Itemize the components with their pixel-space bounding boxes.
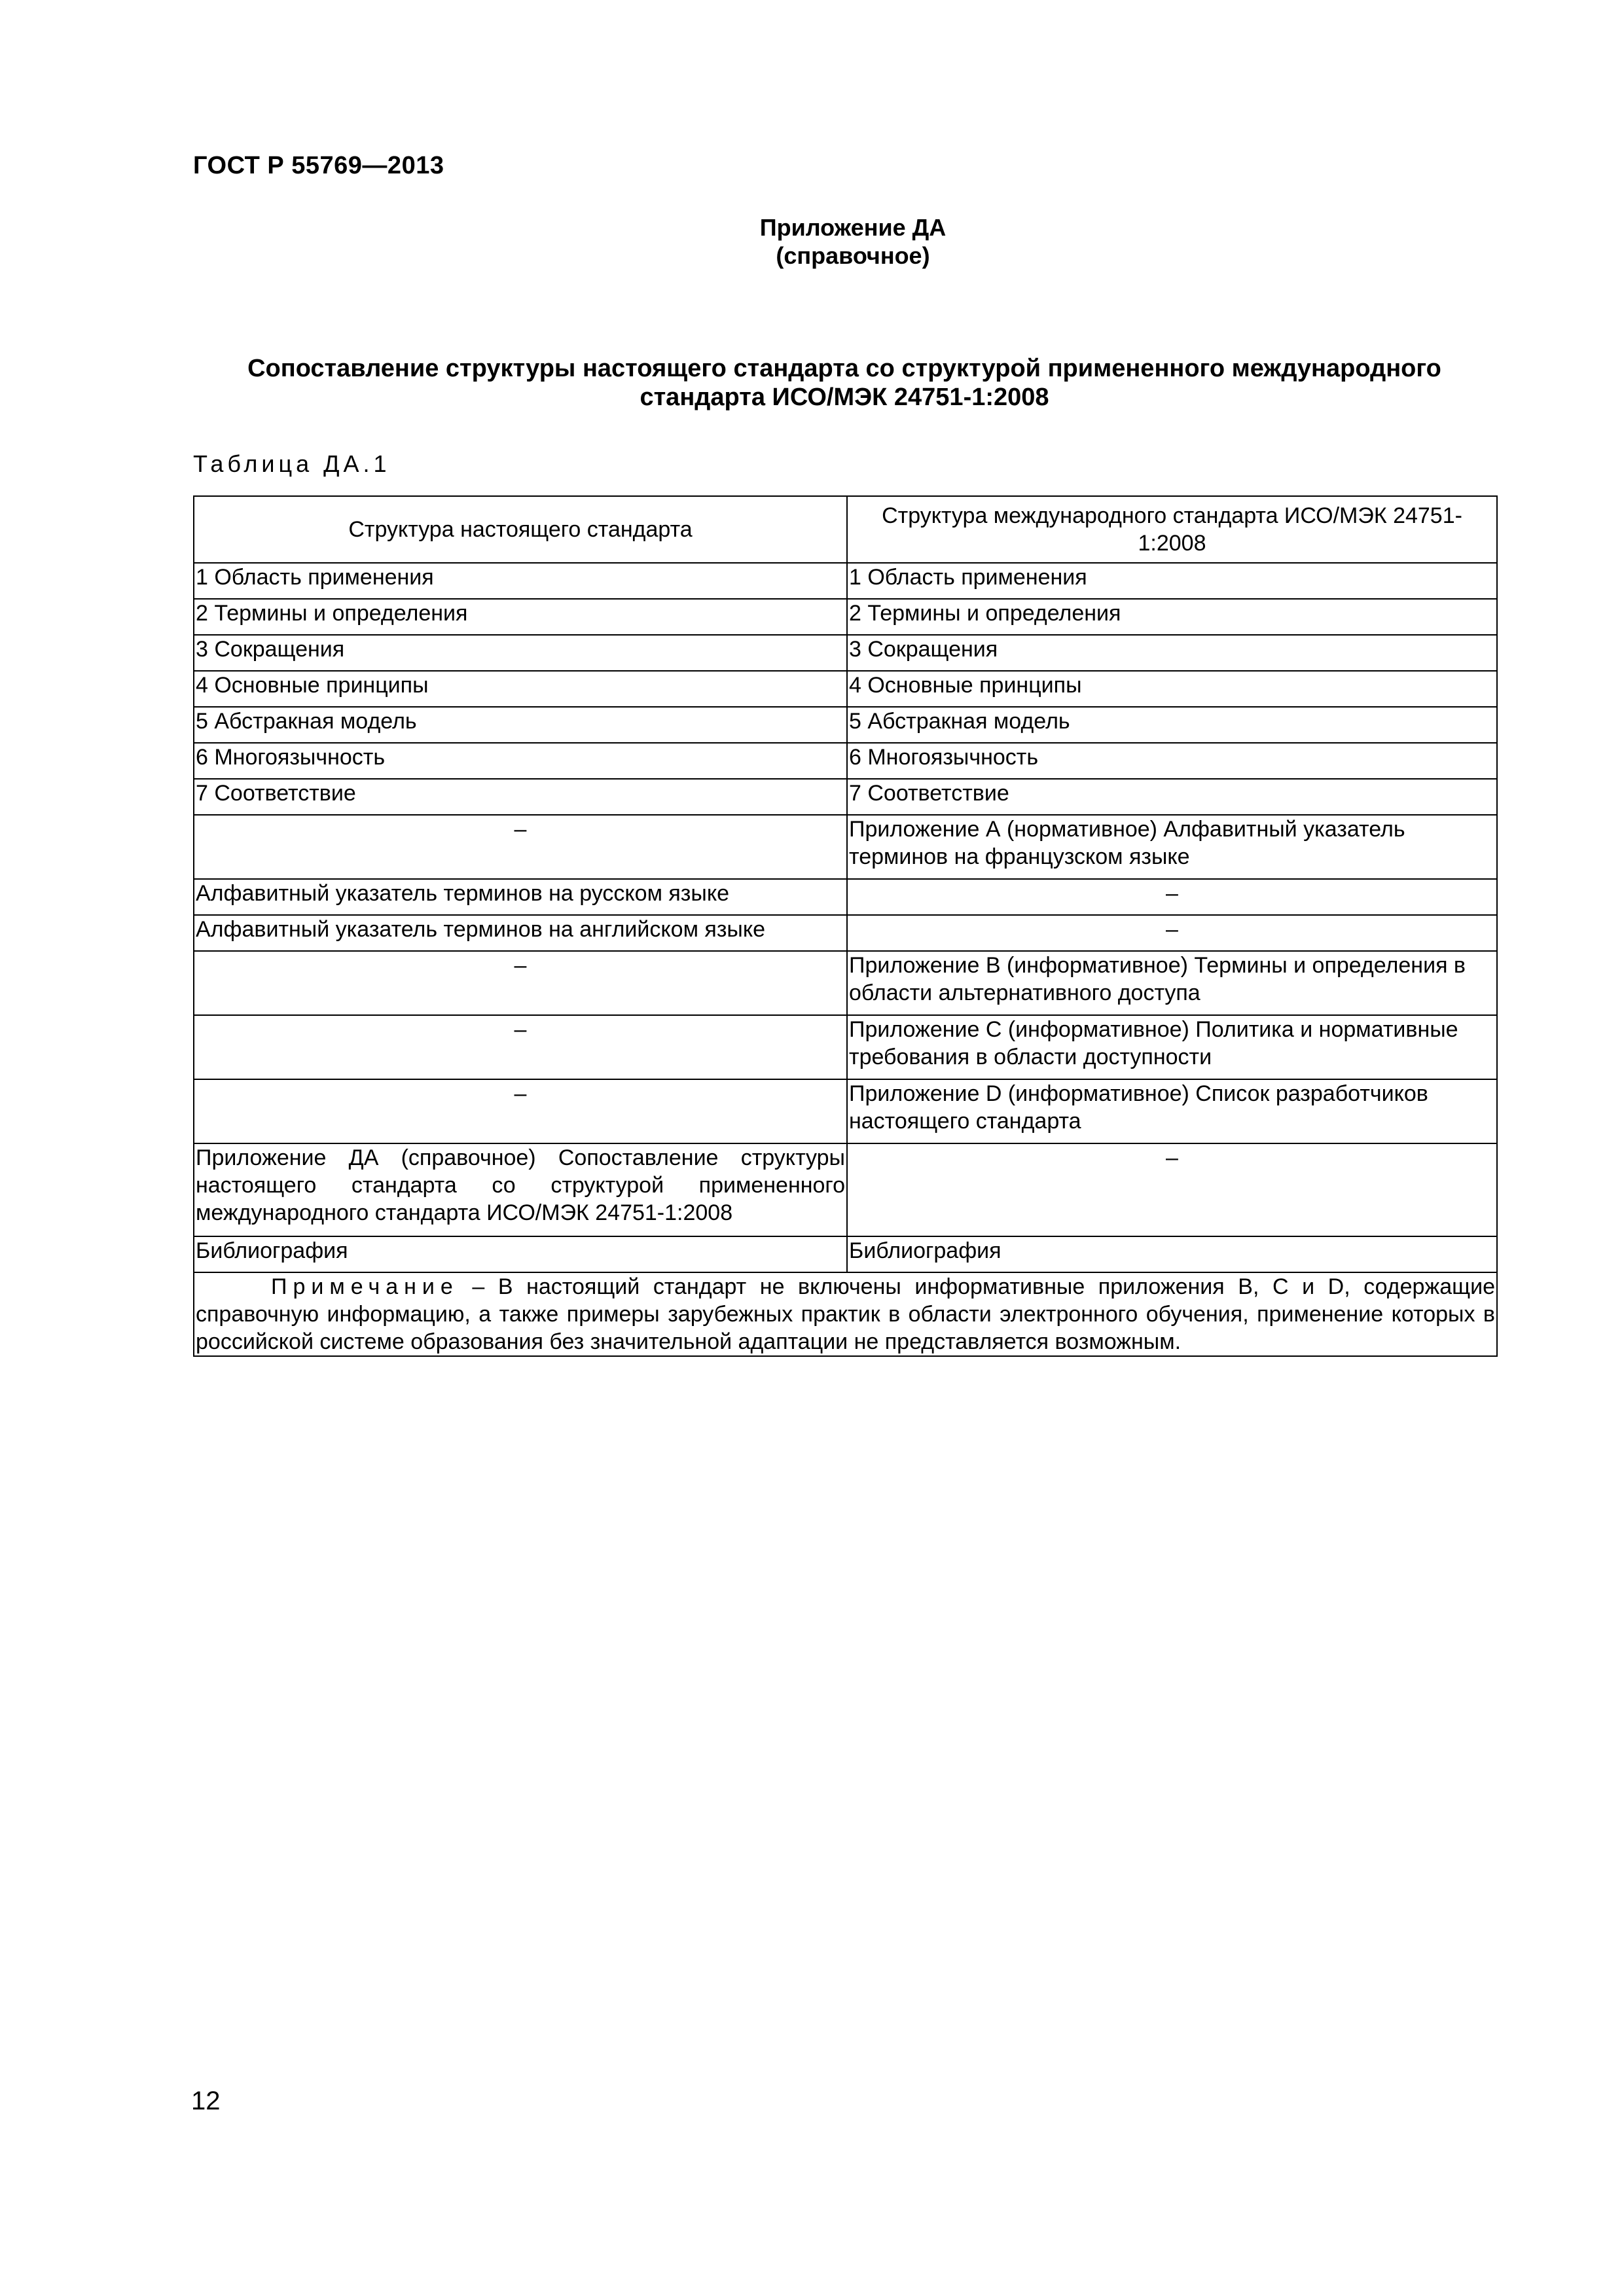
table-note xyxy=(194,1272,1497,1356)
section-title-line-2: стандарта ИСО/МЭК 24751-1:2008 xyxy=(640,384,1049,411)
table-cell: 7 Соответствие xyxy=(194,779,847,815)
table-cell: – xyxy=(847,1143,1497,1236)
table-cell: – xyxy=(847,915,1497,951)
table-cell: Приложение А (нормативное) Алфавитный указатель терминов на французском языке xyxy=(847,815,1497,879)
table-row xyxy=(194,815,1497,879)
table-row xyxy=(194,779,1497,815)
table-cell: Алфавитный указатель терминов на русском языке xyxy=(194,879,847,915)
annex-type: (справочное) xyxy=(776,242,930,269)
table-cell: 2 Термины и определения xyxy=(194,599,847,635)
table-row xyxy=(194,1079,1497,1143)
table-cell: 6 Многоязычность xyxy=(847,743,1497,779)
annex-heading xyxy=(0,213,1624,270)
table-row xyxy=(194,599,1497,635)
table-cell: – xyxy=(194,1015,847,1079)
table-cell: 5 Абстракная модель xyxy=(847,707,1497,743)
table-cell: 5 Абстракная модель xyxy=(194,707,847,743)
document-code: ГОСТ Р 55769—2013 xyxy=(193,152,444,179)
table-cell: Библиография xyxy=(194,1236,847,1272)
table-cell: – xyxy=(194,1079,847,1143)
table-cell: Алфавитный указатель терминов на английском языке xyxy=(194,915,847,951)
page-number: 12 xyxy=(191,2087,221,2115)
table-row xyxy=(194,1015,1497,1079)
section-title-line-1: Сопоставление структуры настоящего стандарта со структурой примененного международного xyxy=(247,355,1441,382)
table-cell: – xyxy=(194,951,847,1015)
table-cell: Библиография xyxy=(847,1236,1497,1272)
table-cell: 2 Термины и определения xyxy=(847,599,1497,635)
table-cell: 6 Многоязычность xyxy=(194,743,847,779)
note-text: – В настоящий стандарт не включены информативные приложения В, С и D, содержащие справочную информацию, а также примеры зарубежных практик в области электронного обучения, применение которых в российской системе образования без значительной адаптации не представляется возможным. xyxy=(196,1274,1495,1354)
section-title xyxy=(193,354,1496,412)
comparison-table xyxy=(193,495,1498,1357)
note-label: Примечание xyxy=(271,1274,459,1299)
header-cell-national: Структура настоящего стандарта xyxy=(194,496,847,563)
table-row xyxy=(194,1143,1497,1236)
table-cell: Приложение С (информативное) Политика и нормативные требования в области доступности xyxy=(847,1015,1497,1079)
table-cell: 1 Область применения xyxy=(847,563,1497,599)
table-note-row xyxy=(194,1272,1497,1356)
table-row xyxy=(194,1236,1497,1272)
table-row xyxy=(194,635,1497,671)
table-cell: 1 Область применения xyxy=(194,563,847,599)
table-row xyxy=(194,671,1497,707)
table-cell: 3 Сокращения xyxy=(847,635,1497,671)
table-row xyxy=(194,915,1497,951)
table-cell: Приложение D (информативное) Список разработчиков настоящего стандарта xyxy=(847,1079,1497,1143)
table-label: Таблица ДА.1 xyxy=(193,450,391,477)
table-cell: Приложение В (информативное) Термины и определения в области альтернативного доступа xyxy=(847,951,1497,1015)
table-row xyxy=(194,743,1497,779)
table-cell: – xyxy=(847,879,1497,915)
table-cell: 4 Основные принципы xyxy=(194,671,847,707)
table-row xyxy=(194,563,1497,599)
table-cell: 3 Сокращения xyxy=(194,635,847,671)
table-cell: – xyxy=(194,815,847,879)
table-row xyxy=(194,879,1497,915)
table-cell: 7 Соответствие xyxy=(847,779,1497,815)
table-header-row xyxy=(194,496,1497,563)
header-cell-international: Структура международного стандарта ИСО/МЭК 24751-1:2008 xyxy=(847,496,1497,563)
table-row xyxy=(194,707,1497,743)
table-row xyxy=(194,951,1497,1015)
table-cell: Приложение ДА (справочное) Сопоставление структуры настоящего стандарта со структурой примененного международного стандарта ИСО/МЭК 24751-1:2008 xyxy=(194,1143,847,1236)
table-cell: 4 Основные принципы xyxy=(847,671,1497,707)
annex-title: Приложение ДА xyxy=(759,214,947,241)
